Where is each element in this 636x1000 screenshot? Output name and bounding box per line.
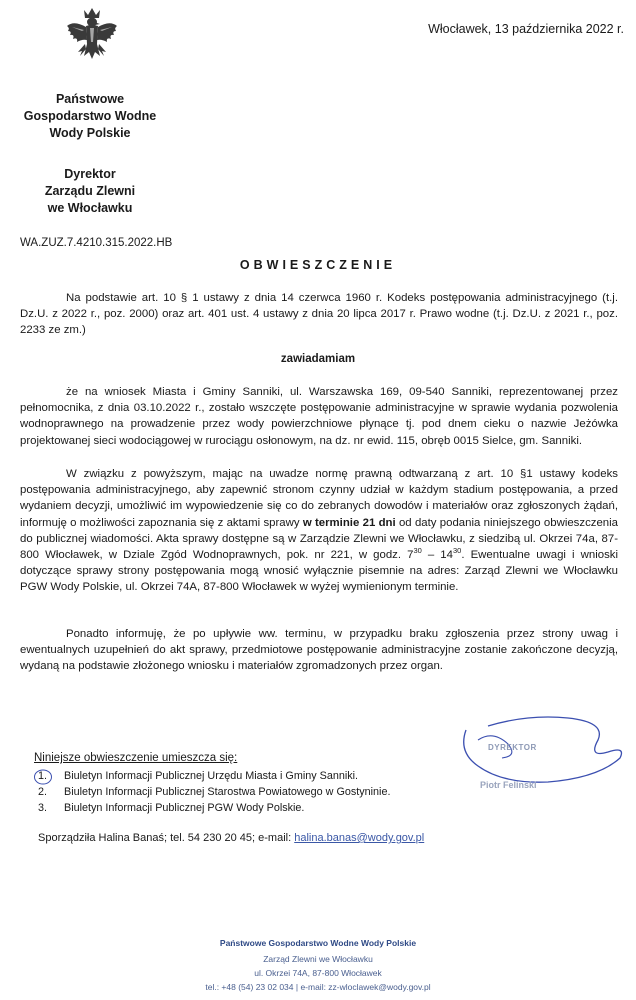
director-line: Dyrektor (64, 167, 116, 181)
deadline-highlight: w terminie 21 dni (302, 516, 396, 529)
list-item (38, 784, 390, 800)
director-line: Zarządu Zlewni (44, 184, 136, 198)
director-title (0, 166, 180, 217)
email-link[interactable]: halina.banas@wody.gov.pl (294, 832, 425, 844)
info-text-part: – 14 (421, 549, 453, 562)
document-date: Włocławek, 13 października 2022 r. (428, 22, 624, 36)
list-text: Biuletyn Informacji Publicznej Starostwa Powiatowego w Gostyninie. (64, 786, 391, 798)
footer-contact: tel.: +48 (54) 23 02 034 | e-mail: zz-wloclawek@wody.gov.pl (205, 982, 431, 992)
legal-basis-paragraph (20, 290, 618, 339)
info-paragraph-text (20, 466, 618, 596)
footer-unit: Zarząd Zlewni we Włocławku (263, 954, 373, 964)
list-number: 1. (38, 770, 48, 782)
list-number: 3. (38, 802, 48, 814)
list-text: Biuletyn Informacji Publicznej Urzędu Miasta i Gminy Sanniki. (64, 770, 359, 782)
legal-basis-text: Na podstawie art. 10 § 1 ustawy z dnia 14 czerwca 1960 r. Kodeks postępowania administracyjnego (t.j. Dz.U. z 2022 r., poz. 2000) oraz art. 401 ust. 4 ustawy z dnia 20 lipca 2017 r. Prawo wodne (t.j. Dz.U. z 2021 r., poz. 2233 ze zm.) (20, 292, 618, 337)
organization-name (0, 91, 180, 142)
list-item (38, 800, 390, 816)
info-text-part: od daty podania niniejszego obwieszczenia do publicznej wiadomości. Akta sprawy dostępne są w Zarządzie Zlewni we Włocławku, z siedzibą ul. Okrzei 74a, 87-800 Włocławek, w Dziale Zgód Wodnoprawnych, pok. nr 221, w godz. 7 (20, 516, 618, 562)
main-paragraph-text: że na wniosek Miasta i Gminy Sanniki, ul. Warszawska 169, 09-540 Sanniki, reprezentowanej przez pełnomocnika, z dnia 03.10.2022 r., zostało wszczęte postępowanie administracyjne w sprawie wydania pozwolenia wodnoprawnego na prowadzenie przez wody powierzchniowe płynące tj. pod dnem cieku o nazwie Jeżówka projektowanej sieci wodociągowej w rurociągu osłonowym, na dz. nr ewid. 115, obręb 0015 Sielce, gm. Sanniki. (20, 386, 618, 447)
handwritten-signature (448, 700, 628, 800)
footer-address: ul. Okrzei 74A, 87-800 Włocławek (254, 968, 382, 978)
final-paragraph-text: Ponadto informuję, że po upływie ww. terminu, w przypadku braku zgłoszenia przez strony uwag i ewentualnych uzupełnień do akt sprawy, przedmiotowe postępowanie administracyjne zostanie zakończone decyzją, wydaną na podstawie złożonego wniosku i materiałów zgromadzonych przez organ. (20, 628, 618, 673)
final-paragraph (20, 626, 618, 675)
org-line: Wody Polskie (49, 126, 131, 140)
info-paragraph (20, 466, 618, 596)
reference-number: WA.ZUZ.7.4210.315.2022.HB (20, 237, 173, 249)
stamp-title: DYREKTOR (488, 743, 537, 752)
polish-eagle-emblem-icon (64, 6, 120, 66)
list-text: Biuletyn Informacji Publicznej PGW Wody Polskie. (64, 802, 305, 814)
publication-heading: Niniejsze obwieszczenie umieszcza się: (34, 752, 238, 764)
list-item (38, 768, 390, 784)
prepared-by (38, 832, 424, 844)
prepared-by-text: Sporządziła Halina Banaś; tel. 54 230 20 45; e-mail: (38, 832, 295, 844)
org-line: Gospodarstwo Wodne (23, 109, 157, 123)
hours-superscript: 30 (413, 546, 422, 556)
stamp-name: Piotr Felinski (480, 780, 537, 790)
org-line: Państwowe (55, 92, 125, 106)
notify-heading: zawiadamiam (280, 353, 356, 365)
main-paragraph (20, 384, 618, 449)
footer-org-name: Państwowe Gospodarstwo Wodne Wody Polskie (219, 938, 417, 948)
list-number: 2. (38, 786, 48, 798)
publication-list (38, 768, 390, 816)
document-title: OBWIESZCZENIE (239, 258, 397, 272)
hours-superscript: 30 (452, 546, 462, 556)
info-text-part: W związku z powyższym, mając na uwadze normę prawną odtwarzaną z art. 10 §1 ustawy kodeks postępowania administracyjnego, aby zapewnić stronom czynny udział w każdym stadium postępowania, a przed wydaniem decyzji, umożliwić im wypowiedzenie się co do zebranych dowodów i materiałów oraz zgłoszonych żądań, informuję o możliwości zapoznania się z aktami sprawy (20, 468, 618, 529)
director-line: we Włocławku (47, 201, 133, 215)
info-text-part: . Ewentualne uwagi i wnioski dotyczące sprawy strony postępowania mogą wnosić wyłącznie pisemnie na adres: Zarząd Zlewni we Włocławku PGW Wody Polskie, ul. Okrzei 74A, 87-800 Włocławek w wyżej wymienionym terminie. (20, 549, 619, 594)
